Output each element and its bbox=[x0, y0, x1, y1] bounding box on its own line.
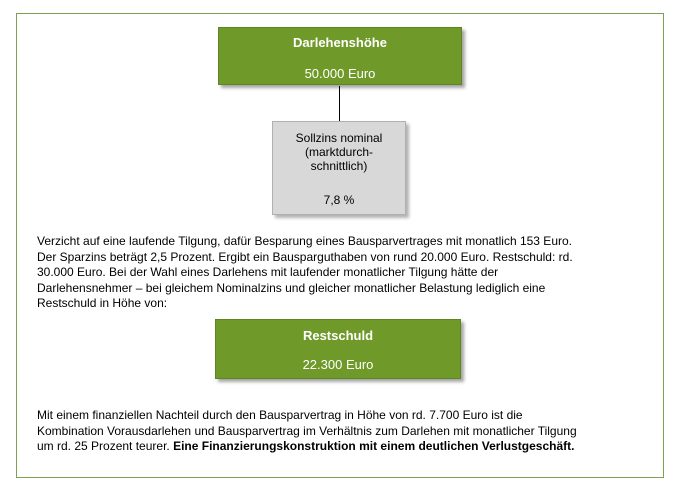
paragraph-line: Restschuld in Höhe von: bbox=[37, 296, 168, 310]
remaining-debt-box bbox=[215, 319, 461, 379]
interest-rate-box bbox=[272, 121, 406, 215]
remaining-debt-title: Restschuld bbox=[302, 328, 374, 343]
conclusion-text: um rd. 25 Prozent teurer. bbox=[37, 439, 174, 453]
interest-rate-label-line3: schnittlich) bbox=[310, 159, 368, 173]
loan-amount-value: 50.000 Euro bbox=[304, 66, 376, 81]
paragraph-line: Der Sparzins beträgt 2,5 Prozent. Ergibt ein Bausparguthaben von rund 20.000 Euro. Restschuld: rd. bbox=[37, 249, 573, 264]
interest-rate-value: 7,8 % bbox=[323, 193, 355, 207]
loan-amount-title: Darlehenshöhe bbox=[293, 35, 387, 50]
conclusion-paragraph bbox=[37, 408, 577, 455]
remaining-debt-value: 22.300 Euro bbox=[302, 357, 374, 372]
interest-rate-label-line1: Sollzins nominal bbox=[295, 131, 383, 145]
conclusion-line: Mit einem finanziellen Nachteil durch den Bausparvertrag in Höhe von rd. 7.700 Euro ist die bbox=[37, 408, 523, 422]
paragraph-line: Darlehensnehmer – bei gleichem Nominalzins und gleicher monatlicher Belastung lediglich eine bbox=[37, 280, 546, 295]
conclusion-line bbox=[37, 439, 577, 455]
paragraph-line: 30.000 Euro. Bei der Wahl eines Darlehens mit laufender monatlicher Tilgung hätte der bbox=[37, 265, 499, 279]
interest-rate-label-line2: (marktdurch- bbox=[304, 145, 373, 159]
explanation-paragraph bbox=[37, 234, 573, 312]
paragraph-line: Verzicht auf eine laufende Tilgung, dafür Besparung eines Bausparvertrages mit monatlich 153 Euro. bbox=[37, 234, 572, 248]
conclusion-emphasis: Eine Finanzierungskonstruktion mit einem deutlichen Verlustgeschäft. bbox=[173, 439, 575, 453]
conclusion-line: Kombination Vorausdarlehen und Bausparvertrag im Verhältnis zum Darlehen mit monatlicher Tilgung bbox=[37, 423, 577, 438]
loan-amount-box bbox=[218, 27, 462, 85]
connector-line bbox=[339, 86, 340, 121]
